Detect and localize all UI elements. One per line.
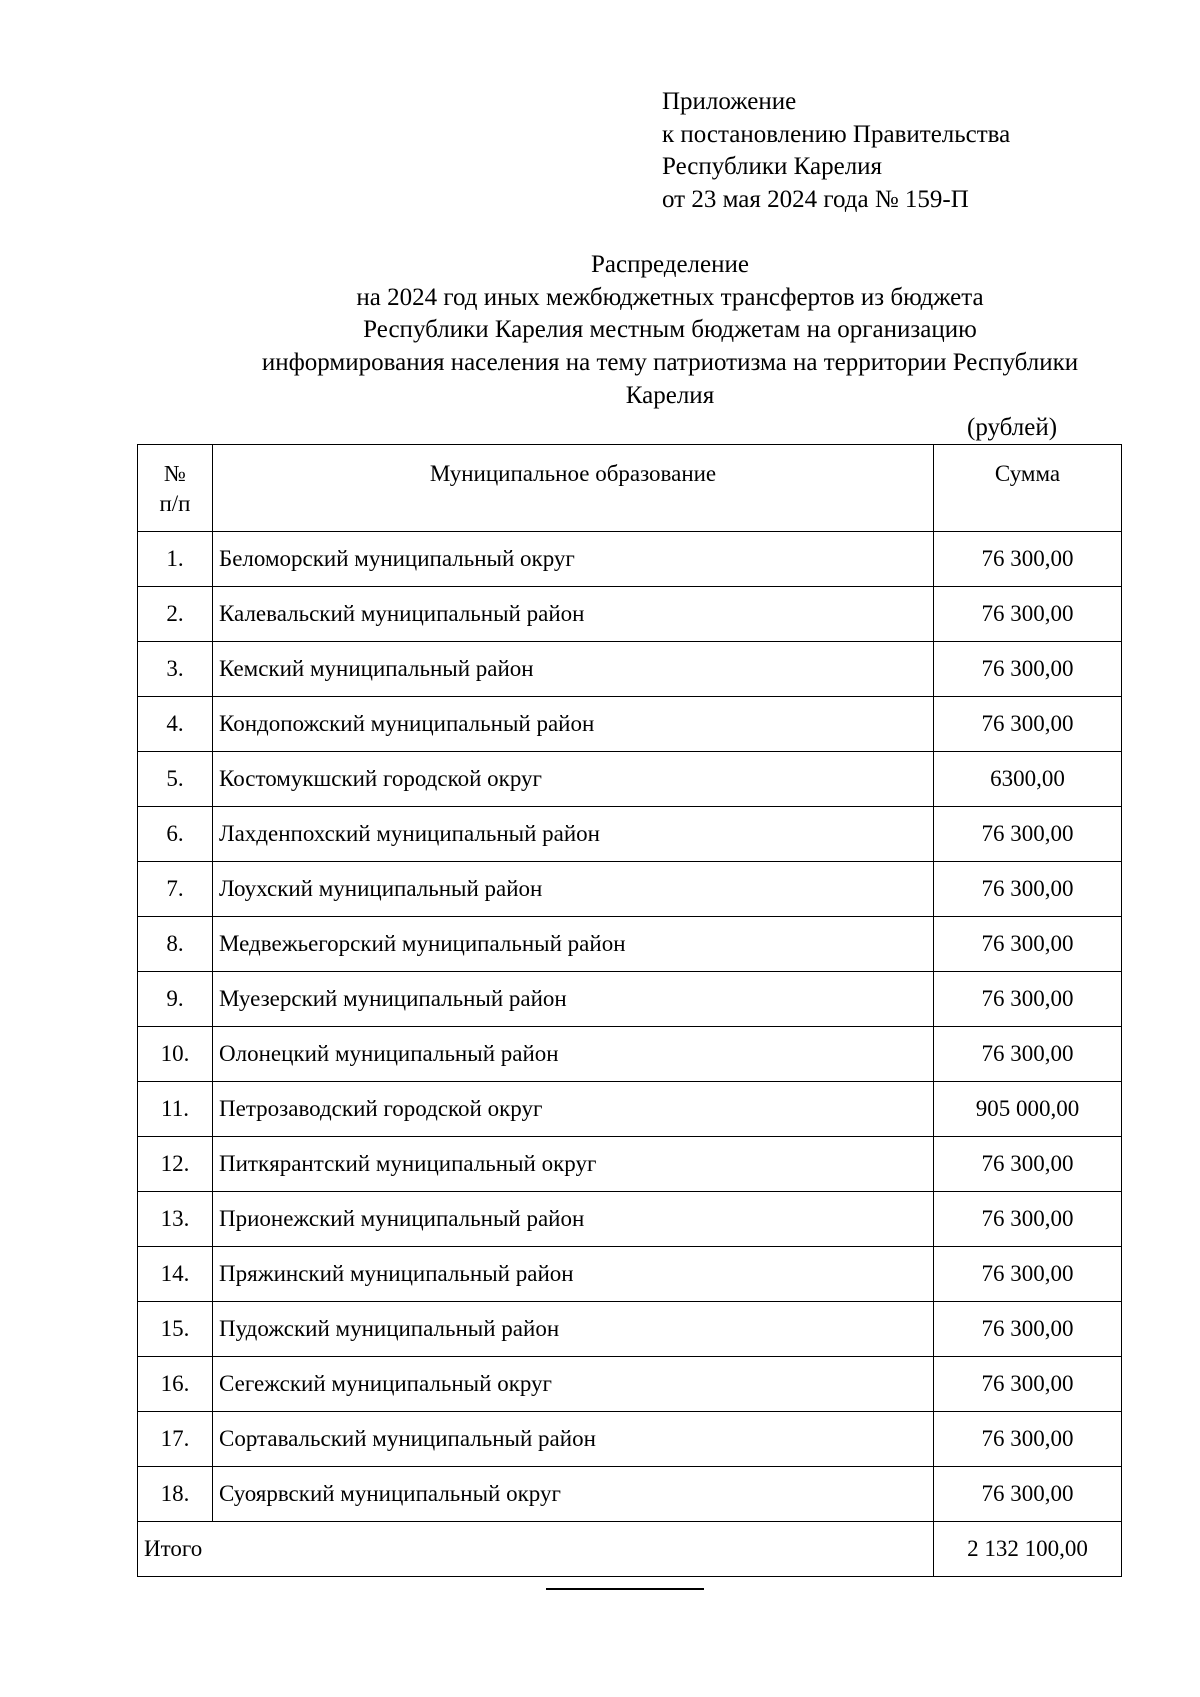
row-name-cell: Лоухский муниципальный район (213, 862, 934, 917)
header-name: Муниципальное образование (213, 445, 934, 532)
appendix-line-4: от 23 мая 2024 года № 159-П (662, 185, 969, 213)
table-row (138, 1247, 1122, 1302)
row-name-cell: Петрозаводский городской округ (213, 1082, 934, 1137)
table-row (138, 972, 1122, 1027)
total-sum: 2 132 100,00 (934, 1522, 1122, 1577)
total-row (138, 1522, 1122, 1577)
table-row (138, 1357, 1122, 1412)
table-row (138, 642, 1122, 697)
appendix-line-2: к постановлению Правительства (662, 120, 1011, 148)
row-sum-cell: 76 300,00 (934, 587, 1122, 642)
table-row (138, 1412, 1122, 1467)
table-row (138, 1027, 1122, 1082)
header-sum: Сумма (934, 445, 1122, 532)
row-num-cell: 16. (138, 1357, 213, 1412)
row-name-cell: Костомукшский городской округ (213, 752, 934, 807)
distribution-table (137, 444, 1122, 1577)
row-num-cell: 17. (138, 1412, 213, 1467)
total-label: Итого (138, 1522, 934, 1577)
row-sum-cell: 76 300,00 (934, 642, 1122, 697)
closing-divider (546, 1588, 704, 1590)
table-row (138, 1467, 1122, 1522)
row-sum-cell: 76 300,00 (934, 697, 1122, 752)
appendix-line-3: Республики Карелия (662, 153, 883, 180)
row-name-cell: Кондопожский муниципальный район (213, 697, 934, 752)
row-sum-cell: 76 300,00 (934, 1357, 1122, 1412)
row-num-cell: 5. (138, 752, 213, 807)
table-row (138, 1082, 1122, 1137)
row-num-cell: 15. (138, 1302, 213, 1357)
table-row (138, 1137, 1122, 1192)
row-num-cell: 14. (138, 1247, 213, 1302)
row-name-cell: Кемский муниципальный район (213, 642, 934, 697)
table-row (138, 697, 1122, 752)
row-num-cell: 4. (138, 697, 213, 752)
table-row (138, 532, 1122, 587)
row-name-cell: Пряжинский муниципальный район (213, 1247, 934, 1302)
row-num-cell: 12. (138, 1137, 213, 1192)
row-sum-cell: 76 300,00 (934, 1302, 1122, 1357)
row-num-cell: 3. (138, 642, 213, 697)
header-num-label: № п/п (159, 461, 191, 516)
row-sum-cell: 76 300,00 (934, 807, 1122, 862)
row-name-cell: Олонецкий муниципальный район (213, 1027, 934, 1082)
row-sum-cell: 905 000,00 (934, 1082, 1122, 1137)
row-sum-cell: 76 300,00 (934, 1137, 1122, 1192)
header-num (138, 445, 213, 532)
row-num-cell: 1. (138, 532, 213, 587)
row-num-cell: 11. (138, 1082, 213, 1137)
row-sum-cell: 76 300,00 (934, 972, 1122, 1027)
row-name-cell: Муезерский муниципальный район (213, 972, 934, 1027)
title-line-2: на 2024 год иных межбюджетных трансфертов из бюджета (356, 283, 984, 311)
row-name-cell: Сегежский муниципальный округ (213, 1357, 934, 1412)
row-name-cell: Лахденпохский муниципальный район (213, 807, 934, 862)
appendix-block (662, 86, 1010, 216)
row-num-cell: 7. (138, 862, 213, 917)
row-sum-cell: 76 300,00 (934, 1247, 1122, 1302)
row-name-cell: Прионежский муниципальный район (213, 1192, 934, 1247)
row-num-cell: 2. (138, 587, 213, 642)
row-name-cell: Сортавальский муниципальный район (213, 1412, 934, 1467)
row-sum-cell: 76 300,00 (934, 1027, 1122, 1082)
title-line-5: Карелия (625, 381, 715, 409)
document-title (130, 249, 1200, 413)
row-sum-cell: 76 300,00 (934, 917, 1122, 972)
table-row (138, 862, 1122, 917)
table-header-row (138, 445, 1122, 532)
table-row (138, 1302, 1122, 1357)
row-num-cell: 8. (138, 917, 213, 972)
row-num-cell: 6. (138, 807, 213, 862)
table-row (138, 587, 1122, 642)
row-name-cell: Суоярвский муниципальный округ (213, 1467, 934, 1522)
row-num-cell: 10. (138, 1027, 213, 1082)
title-line-3: Республики Карелия местным бюджетам на организацию (363, 316, 977, 344)
table-row (138, 752, 1122, 807)
row-sum-cell: 76 300,00 (934, 1467, 1122, 1522)
units-label: (рублей) (967, 414, 1058, 441)
row-name-cell: Медвежьегорский муниципальный район (213, 917, 934, 972)
row-num-cell: 9. (138, 972, 213, 1027)
appendix-line-1: Приложение (662, 88, 797, 115)
row-num-cell: 13. (138, 1192, 213, 1247)
title-line-4: информирования населения на тему патриотизма на территории Республики (261, 349, 1079, 377)
row-name-cell: Пудожский муниципальный район (213, 1302, 934, 1357)
row-sum-cell: 6300,00 (934, 752, 1122, 807)
row-name-cell: Питкярантский муниципальный округ (213, 1137, 934, 1192)
row-num-cell: 18. (138, 1467, 213, 1522)
row-sum-cell: 76 300,00 (934, 532, 1122, 587)
table-row (138, 807, 1122, 862)
title-line-1: Распределение (591, 251, 749, 278)
row-sum-cell: 76 300,00 (934, 1192, 1122, 1247)
row-name-cell: Калевальский муниципальный район (213, 587, 934, 642)
row-name-cell: Беломорский муниципальный округ (213, 532, 934, 587)
table-row (138, 917, 1122, 972)
row-sum-cell: 76 300,00 (934, 1412, 1122, 1467)
row-sum-cell: 76 300,00 (934, 862, 1122, 917)
table-row (138, 1192, 1122, 1247)
